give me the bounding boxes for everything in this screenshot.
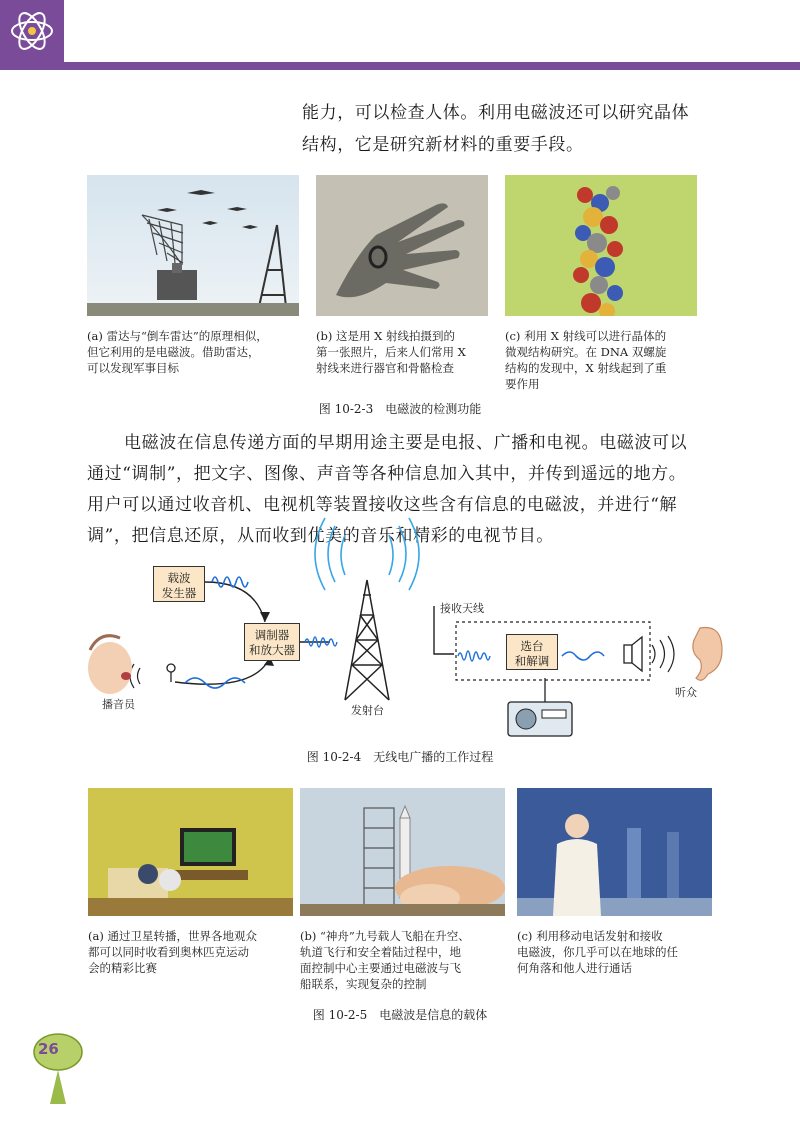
caption-tv: (a) 通过卫星转播，世界各地观众 都可以同时收看到奥林匹克运动 会的精彩比赛 bbox=[88, 929, 257, 975]
modulator-amplifier-box: 调制器 和放大器 bbox=[244, 623, 300, 661]
figure-label-10-2-3: 图 10-2-3 电磁波的检测功能 bbox=[318, 402, 482, 416]
page-number: 26 bbox=[38, 1040, 59, 1058]
rocket-launch-photo bbox=[300, 788, 505, 916]
microphone-icon bbox=[167, 664, 175, 682]
caption-spacecraft: (b) “神舟”九号载人飞船在升空、 轨道飞行和安全着陆过程中，地 面控制中心主要通过电磁波与飞 船联系，实现复杂的控制 bbox=[300, 929, 470, 991]
announcer-icon bbox=[88, 636, 132, 694]
intro-line-1: 能力，可以检查人体。利用电磁波还可以研究晶体 bbox=[302, 103, 690, 123]
intro-line-2: 结构，它是研究新材料的重要手段。 bbox=[302, 135, 584, 155]
tv-viewers-photo bbox=[88, 788, 293, 916]
mobile-phone-photo bbox=[517, 788, 712, 916]
transmitter-label: 发射台 bbox=[351, 704, 384, 717]
caption-xray: (b) 这是用 X 射线拍摄到的 第一张照片，后来人们常用 X 射线来进行器官和骨骼检查 bbox=[316, 329, 466, 375]
transmitter-tower-icon bbox=[345, 580, 389, 700]
body-line-1: 电磁波在信息传递方面的早期用途主要是电报、广播和电视。电磁波可以 bbox=[124, 433, 688, 453]
listener-label: 听众 bbox=[675, 686, 697, 699]
announcer-label: 播音员 bbox=[102, 698, 135, 711]
body-line-3: 用户可以通过收音机、电视机等装置接收这些含有信息的电磁波，并进行“解 bbox=[87, 495, 678, 515]
radio-receiver-icon bbox=[508, 678, 572, 736]
receiving-antenna-label: 接收天线 bbox=[440, 602, 484, 615]
caption-mobile: (c) 利用移动电话发射和接收 电磁波，你几乎可以在地球的任 何角落和他人进行通话 bbox=[517, 929, 678, 975]
caption-dna: (c) 利用 X 射线可以进行晶体的 微观结构研究。在 DNA 双螺旋 结构的发现中，X 射线起到了重 要作用 bbox=[505, 329, 667, 391]
radio-waves-icon bbox=[315, 518, 419, 590]
tuner-demodulator-box: 选台 和解调 bbox=[506, 634, 558, 670]
body-line-4: 调”，把信息还原，从而收到优美的音乐和精彩的电视节目。 bbox=[87, 526, 554, 546]
carrier-generator-box: 载波 发生器 bbox=[153, 566, 205, 602]
figure-label-10-2-4: 图 10-2-4 无线电广播的工作过程 bbox=[306, 750, 494, 764]
ear-icon bbox=[693, 627, 722, 680]
body-line-2: 通过“调制”，把文字、图像、声音等各种信息加入其中，并传到遥远的地方。 bbox=[87, 464, 687, 484]
speaker-icon bbox=[624, 637, 642, 671]
caption-radar: (a) 雷达与“倒车雷达”的原理相似， 但它利用的是电磁波。借助雷达， 可以发现军事目标 bbox=[87, 329, 268, 375]
sound-waves-icon bbox=[130, 636, 674, 688]
figure-label-10-2-5: 图 10-2-5 电磁波是信息的载体 bbox=[312, 1008, 488, 1022]
